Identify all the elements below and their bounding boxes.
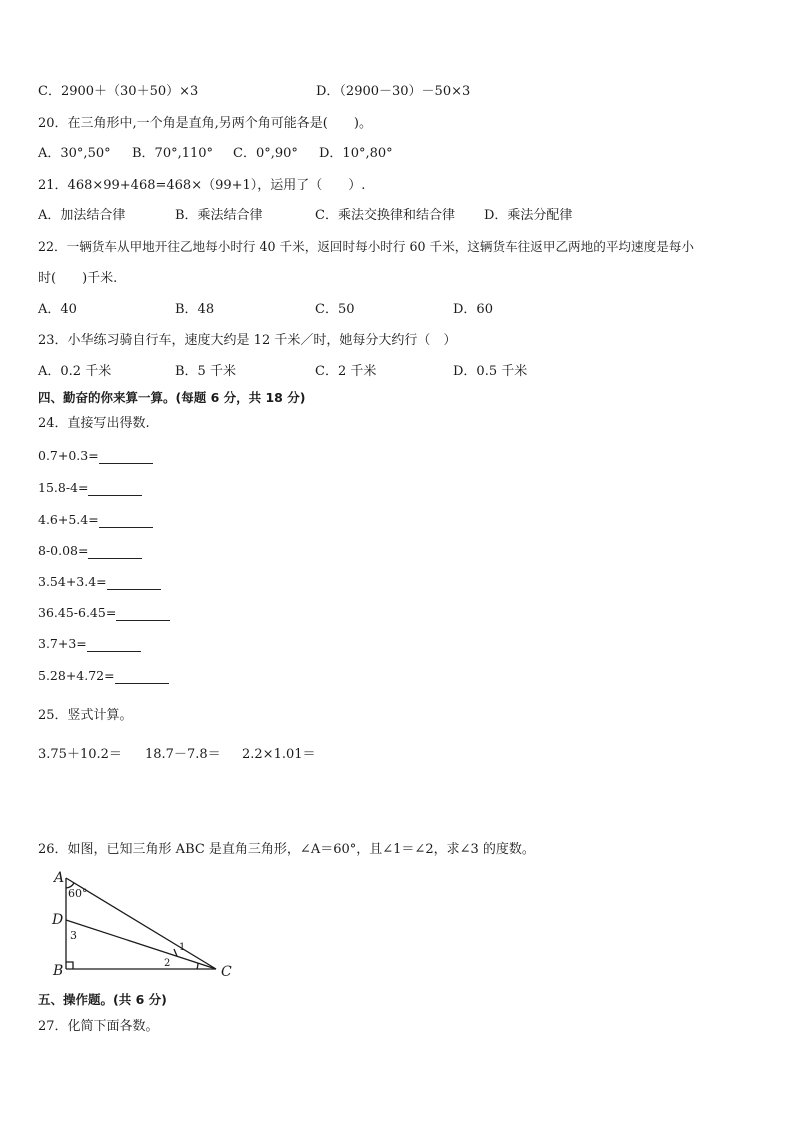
segment-dc (66, 920, 216, 969)
q24-item: 5.28+4.72= (38, 668, 169, 684)
answer-blank[interactable] (116, 607, 170, 621)
section-five-heading: 五、操作题。(共 6 分) (38, 992, 167, 1007)
q23-option-a: A．0.2 千米 (38, 364, 112, 379)
q22-option-d: D．60 (453, 302, 493, 317)
label-b: B (53, 963, 64, 979)
q23-option-d: D．0.5 千米 (453, 364, 528, 379)
q24-item: 4.6+5.4= (38, 512, 153, 528)
q24-item: 0.7+0.3= (38, 448, 153, 464)
label-angle-1: 1 (179, 942, 186, 953)
q22-option-c: C．50 (315, 302, 355, 317)
q19-option-d: D．（2900－30）－50×3 (316, 84, 471, 99)
q22-stem-line1: 22．一辆货车从甲地开往乙地每小时行 40 千米，返回时每小时行 60 千米，这辆货车往返甲乙两地的平均速度是每小 (38, 239, 694, 254)
side-ac (66, 878, 216, 969)
label-angle-3: 3 (70, 929, 77, 942)
q25-item-1: 3.75＋10.2＝ (38, 747, 122, 762)
label-angle-2: 2 (164, 958, 171, 969)
label-d: D (52, 912, 64, 928)
q20-option-b: B．70°,110° (132, 146, 214, 161)
answer-blank[interactable] (99, 450, 153, 464)
q26-stem: 26．如图，已知三角形 ABC 是直角三角形，∠A＝60°，且∠1＝∠2，求∠3 的度数。 (38, 842, 535, 857)
q20-stem: 20．在三角形中,一个角是直角,另两个角可能各是( )。 (38, 116, 372, 131)
label-c: C (221, 964, 232, 980)
q20-option-a: A．30°,50° (38, 146, 111, 161)
q25-stem: 25．竖式计算。 (38, 708, 133, 723)
answer-blank[interactable] (87, 638, 141, 652)
answer-blank[interactable] (99, 514, 153, 528)
q21-option-b: B．乘法结合律 (175, 208, 263, 223)
q27-stem: 27．化简下面各数。 (38, 1019, 159, 1034)
q24-item: 8-0.08= (38, 543, 142, 559)
answer-blank[interactable] (88, 482, 142, 496)
q21-option-c: C．乘法交换律和结合律 (315, 208, 455, 223)
right-angle-mark (66, 962, 73, 969)
q23-stem: 23．小华练习骑自行车，速度大约是 12 千米／时，她每分大约行（ ） (38, 333, 457, 348)
q20-option-d: D．10°,80° (319, 146, 393, 161)
q24-item: 15.8-4= (38, 480, 142, 496)
q19-option-c: C．2900＋（30＋50）×3 (38, 84, 199, 99)
q22-option-b: B．48 (175, 302, 215, 317)
q23-option-c: C．2 千米 (315, 364, 377, 379)
q24-item: 36.45-6.45= (38, 605, 170, 621)
label-a: A (54, 870, 65, 886)
q24-item: 3.7+3= (38, 636, 141, 652)
q21-option-a: A．加法结合律 (38, 208, 126, 223)
answer-blank[interactable] (115, 670, 169, 684)
q22-option-a: A．40 (38, 302, 77, 317)
triangle-figure (40, 866, 240, 982)
answer-blank[interactable] (88, 545, 142, 559)
q24-item: 3.54+3.4= (38, 574, 161, 590)
q21-stem: 21．468×99+468=468×（99+1），运用了（ ）. (38, 178, 366, 193)
section-four-heading: 四、勤奋的你来算一算。(每题 6 分，共 18 分) (38, 390, 306, 405)
label-angle-a: 60° (68, 887, 88, 900)
q24-stem: 24．直接写出得数. (38, 416, 150, 431)
answer-blank[interactable] (107, 576, 161, 590)
q20-option-c: C．0°,90° (233, 146, 298, 161)
q25-item-3: 2.2×1.01＝ (242, 747, 316, 762)
q23-option-b: B．5 千米 (175, 364, 236, 379)
q21-option-d: D．乘法分配律 (484, 208, 573, 223)
angle-c-arc (197, 963, 198, 969)
q22-stem-line2: 时( )千米. (38, 271, 118, 286)
q25-item-2: 18.7－7.8＝ (145, 747, 221, 762)
